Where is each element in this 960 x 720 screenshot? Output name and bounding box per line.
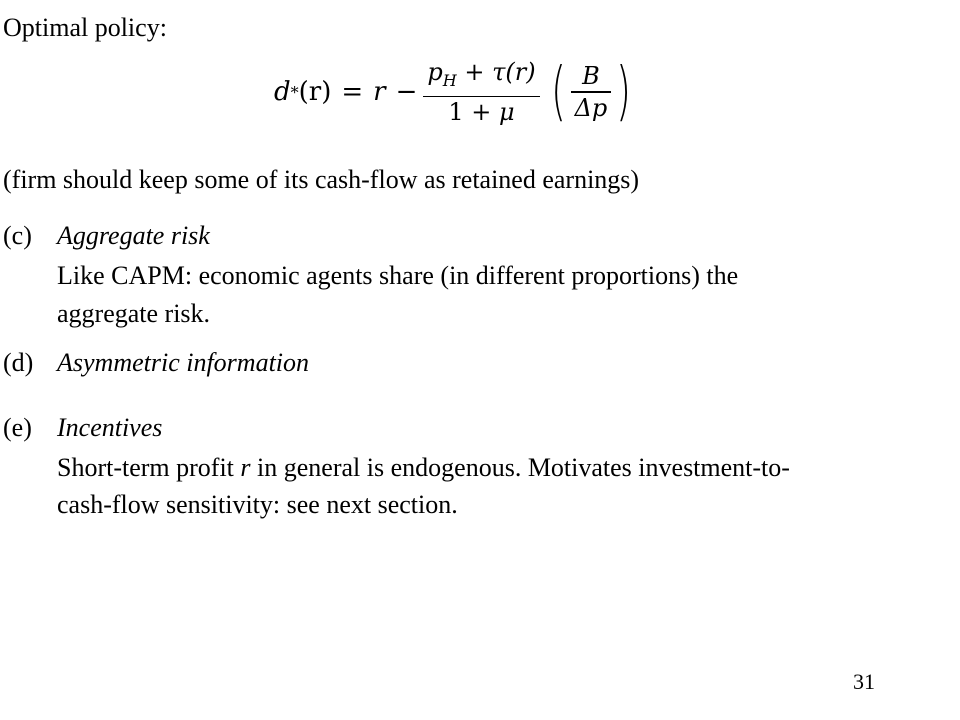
inner-denominator: Δp [574,93,608,122]
formula-numerator [423,57,539,96]
item-c-line1: Like CAPM: economic agents share (in different proportions) the [57,261,739,290]
item-e-label: (e) [3,413,32,442]
formula-lhs-base: d [274,77,291,107]
formula-minus: − [395,77,418,107]
formula-lhs-arg-text: (r) [298,77,332,107]
page-number: 31 [853,669,875,694]
numerator-p: p [427,57,443,86]
formula-lhs-sup: * [290,82,299,102]
numerator-p-subscript: H [442,70,457,90]
item-c-title: Aggregate risk [57,221,210,250]
numerator-plus: + [464,57,485,86]
item-e-line1-r: r [240,453,251,482]
numerator-tau: τ(r) [492,57,536,86]
formula-r: r [373,77,386,107]
formula-equals: = [341,77,364,107]
item-e-line1-part-a: Short-term profit [57,453,241,482]
formula-denominator [444,97,518,127]
item-d-title: Asymmetric information [57,348,310,377]
item-c-label: (c) [3,221,32,250]
item-e-line1 [57,450,790,485]
item-e-line2: cash-flow sensitivity: see next section. [57,490,458,519]
denominator-plus: + [471,98,492,127]
formula-fraction [423,57,539,128]
optimal-dividend-formula [274,52,636,132]
formula-lhs-arg [299,77,332,107]
item-d-label: (d) [3,348,34,377]
retained-earnings-note: (firm should keep some of its cash-flow as retained earnings) [3,165,640,194]
item-e-line1-part-b: in general is endogenous. Motivates investment-to- [250,453,790,482]
right-parenthesis: ) [616,55,632,129]
item-c-line2: aggregate risk. [57,299,211,328]
heading: Optimal policy: [3,13,167,42]
denominator-one: 1 [448,98,464,127]
item-e-title: Incentives [57,413,163,442]
denominator-mu: μ [499,98,515,127]
formula-inner-fraction [571,61,612,123]
left-parenthesis: ( [550,55,566,129]
inner-numerator: B [582,62,600,91]
